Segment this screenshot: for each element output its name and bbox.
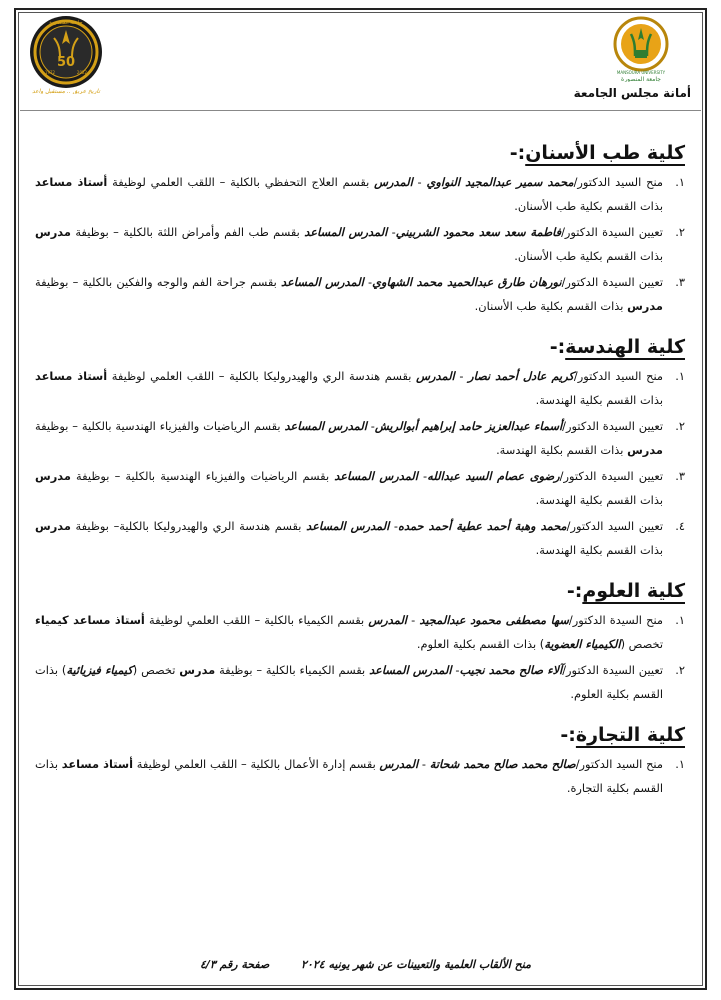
decision-item: [35, 414, 685, 462]
text-run: بذات القسم بكلية طب الأسنان.: [514, 249, 663, 263]
text-run: ) بذات القسم بكلية العلوم.: [35, 663, 663, 701]
svg-text:جامعة المنصورة: جامعة المنصورة: [49, 20, 83, 26]
decision-item: [35, 752, 685, 800]
section-heading-suffix: :-: [566, 580, 583, 602]
emphasized-text: مدرس: [627, 299, 663, 313]
emphasized-text: أستاذ مساعد: [35, 369, 108, 383]
emphasized-text: أستاذ مساعد: [61, 757, 134, 771]
section-heading: [35, 580, 685, 602]
section-heading-text: كلية العلوم: [582, 580, 685, 602]
section-heading: [35, 724, 685, 746]
emphasized-text: أستاذ مساعد كيمياء: [35, 613, 145, 627]
emphasized-text: محمد سمير عبدالمجيد النواوي: [426, 175, 574, 189]
emphasized-text: كريم عادل أحمد نصار: [468, 369, 574, 383]
emphasized-text: نورهان طارق عبدالحميد محمد الشهاوي: [372, 275, 562, 289]
decision-item: [35, 514, 685, 562]
item-text: [35, 364, 663, 412]
item-number: ٢.: [675, 419, 685, 433]
item-text: [35, 608, 663, 656]
decision-item: [35, 364, 685, 412]
text-run: -: [454, 369, 469, 383]
emphasized-text: المدرس المساعد: [369, 663, 452, 677]
emphasized-text: المدرس: [416, 369, 455, 383]
item-number: ١.: [675, 175, 685, 189]
decision-item: [35, 608, 685, 656]
text-run: تعيين السيدة الدكتور/: [559, 469, 663, 483]
svg-text:تاريخ عريق .. مستقبل واعد: تاريخ عريق .. مستقبل واعد: [31, 88, 101, 94]
item-number: ٢.: [675, 663, 685, 677]
svg-text:1972: 1972: [44, 70, 56, 75]
faculty-section: [35, 336, 685, 562]
emphasized-text: المدرس المساعد: [281, 275, 364, 289]
item-text: [35, 658, 663, 706]
text-run: بذات القسم بكلية طب الأسنان.: [514, 199, 663, 213]
decision-item: [35, 464, 685, 512]
item-text: [35, 170, 663, 218]
text-run: منح السيد الدكتور/: [573, 175, 664, 189]
text-run: تعيين السيد الدكتور/: [566, 519, 663, 533]
decision-item: [35, 658, 685, 706]
university-logo: [609, 14, 673, 82]
text-run: بقسم الرياضيات والفيزياء الهندسية بالكلية – بوظيفة: [70, 469, 335, 483]
item-number: ١.: [675, 757, 685, 771]
text-run: منح السيدة الدكتور/: [568, 613, 663, 627]
faculty-section: [35, 724, 685, 800]
text-run: بقسم إدارة الأعمال بالكلية – اللقب العلمي لوظيفة: [133, 757, 380, 771]
text-run: بذات القسم بكلية الهندسة.: [496, 443, 628, 457]
emphasized-text: المدرس المساعد: [306, 519, 390, 533]
text-run: بذات القسم بكلية التجارة.: [35, 757, 663, 795]
emphasized-text: مدرس: [35, 225, 71, 239]
item-number: ٤.: [675, 519, 685, 533]
text-run: بقسم هندسة الري والهيدروليكا بالكلية – اللقب العلمي لوظيفة: [107, 369, 417, 383]
decision-item: [35, 170, 685, 218]
emphasized-text: المدرس المساعد: [334, 469, 418, 483]
text-run: ) بذات القسم بكلية العلوم.: [416, 637, 545, 651]
svg-text:50: 50: [56, 55, 76, 70]
emphasized-text: أستاذ مساعد: [35, 175, 108, 189]
emphasized-text: سها مصطفى محمود عبدالمجيد: [419, 613, 569, 627]
section-heading: [35, 142, 685, 164]
faculty-section: [35, 142, 685, 318]
faculty-section: [35, 580, 685, 706]
text-run: -: [387, 225, 396, 239]
text-run: -: [389, 519, 399, 533]
text-run: منح السيد الدكتور/: [573, 369, 664, 383]
emphasized-text: المدرس المساعد: [284, 419, 367, 433]
text-run: بقسم الرياضيات والفيزياء الهندسية بالكلية – بوظيفة: [35, 419, 285, 433]
office-title: أمانة مجلس الجامعة: [573, 86, 691, 100]
text-run: تعيين السيدة الدكتور/: [562, 663, 664, 677]
page-footer: [200, 958, 531, 971]
section-heading-text: كلية الهندسة: [565, 336, 685, 358]
text-run: بذات القسم بكلية الهندسة.: [535, 543, 663, 557]
emphasized-text: مدرس: [627, 443, 663, 457]
text-run: بذات القسم بكلية الهندسة.: [535, 393, 663, 407]
section-heading-text: كلية طب الأسنان: [525, 142, 685, 164]
emphasized-text: مدرس: [179, 663, 216, 677]
page-number: صفحة رقم ٤/٣: [200, 958, 270, 971]
section-heading: [35, 336, 685, 358]
text-run: منح السيد الدكتور/: [575, 757, 663, 771]
text-run: -: [417, 469, 428, 483]
svg-text:جامعة المنصورة: جامعة المنصورة: [621, 76, 661, 82]
section-heading-text: كلية التجارة: [575, 724, 685, 746]
anniversary-logo: [26, 14, 106, 94]
text-run: -: [418, 757, 430, 771]
text-run: -: [363, 275, 373, 289]
decision-item: [35, 220, 685, 268]
text-run: بذات القسم بكلية الهندسة.: [535, 493, 663, 507]
emphasized-text: مدرس: [35, 469, 71, 483]
section-heading-suffix: :-: [509, 142, 526, 164]
item-text: [35, 752, 663, 800]
text-run: -: [406, 613, 420, 627]
text-run: تخصص (: [132, 663, 180, 677]
item-text: [35, 220, 663, 268]
item-number: ١.: [675, 369, 685, 383]
emphasized-text: صالح محمد صالح محمد شحاتة: [429, 757, 576, 771]
emphasized-text: كيمياء فيزيائية: [66, 663, 133, 677]
document-body: [35, 142, 685, 818]
emphasized-text: رضوى عصام السيد عبدالله: [427, 469, 560, 483]
item-number: ٢.: [675, 225, 685, 239]
text-run: تعيين السيدة الدكتور/: [562, 419, 663, 433]
emphasized-text: المدرس: [379, 757, 419, 771]
emphasized-text: المدرس: [368, 613, 407, 627]
emphasized-text: المدرس المساعد: [304, 225, 388, 239]
header-divider: [20, 110, 701, 111]
text-run: -: [451, 663, 460, 677]
section-heading-suffix: :-: [549, 336, 566, 358]
item-number: ١.: [675, 613, 685, 627]
text-run: بقسم جراحة الفم والوجه والفكين بالكلية – بوظيفة: [35, 275, 281, 289]
text-run: بقسم العلاج التحفظي بالكلية – اللقب العلمي لوظيفة: [107, 175, 375, 189]
text-run: تعيين السيدة الدكتور/: [561, 275, 664, 289]
text-run: بقسم طب الفم وأمراض اللثة بالكلية – بوظيفة: [70, 225, 305, 239]
emphasized-text: محمد وهبة أحمد عطية أحمد حمده: [398, 519, 567, 533]
text-run: بقسم الكيمياء بالكلية – اللقب العلمي لوظيفة: [144, 613, 369, 627]
emphasized-text: فاطمة سعد سعد محمود الشربيني: [395, 225, 562, 239]
text-run: تعيين السيدة الدكتور/: [561, 225, 663, 239]
item-text: [35, 414, 663, 462]
text-run: -: [412, 175, 427, 189]
item-number: ٣.: [675, 275, 685, 289]
item-number: ٣.: [675, 469, 685, 483]
text-run: -: [366, 419, 375, 433]
svg-text:2022: 2022: [76, 70, 88, 75]
text-run: بقسم هندسة الري والهيدروليكا بالكلية– بوظيفة: [70, 519, 307, 533]
svg-text:MANSOURA UNIVERSITY: MANSOURA UNIVERSITY: [616, 70, 666, 75]
text-run: تخصص (: [620, 637, 663, 651]
footer-caption: منح الألقاب العلمية والتعيينات عن شهر يونيه ٢٠٢٤: [301, 958, 531, 971]
section-heading-suffix: :-: [560, 724, 576, 746]
decision-item: [35, 270, 685, 318]
emphasized-text: الكيمياء العضوية: [544, 637, 621, 651]
emphasized-text: أسماء عبدالعزيز حامد إبراهيم أبوالريش: [374, 419, 563, 433]
text-run: بقسم الكيمياء بالكلية – بوظيفة: [215, 663, 370, 677]
emphasized-text: مدرس: [35, 519, 71, 533]
text-run: بذات القسم بكلية طب الأسنان.: [474, 299, 628, 313]
emphasized-text: آلاء صالح محمد نجيب: [459, 663, 563, 677]
item-text: [35, 270, 663, 318]
item-text: [35, 514, 663, 562]
item-text: [35, 464, 663, 512]
emphasized-text: المدرس: [374, 175, 413, 189]
